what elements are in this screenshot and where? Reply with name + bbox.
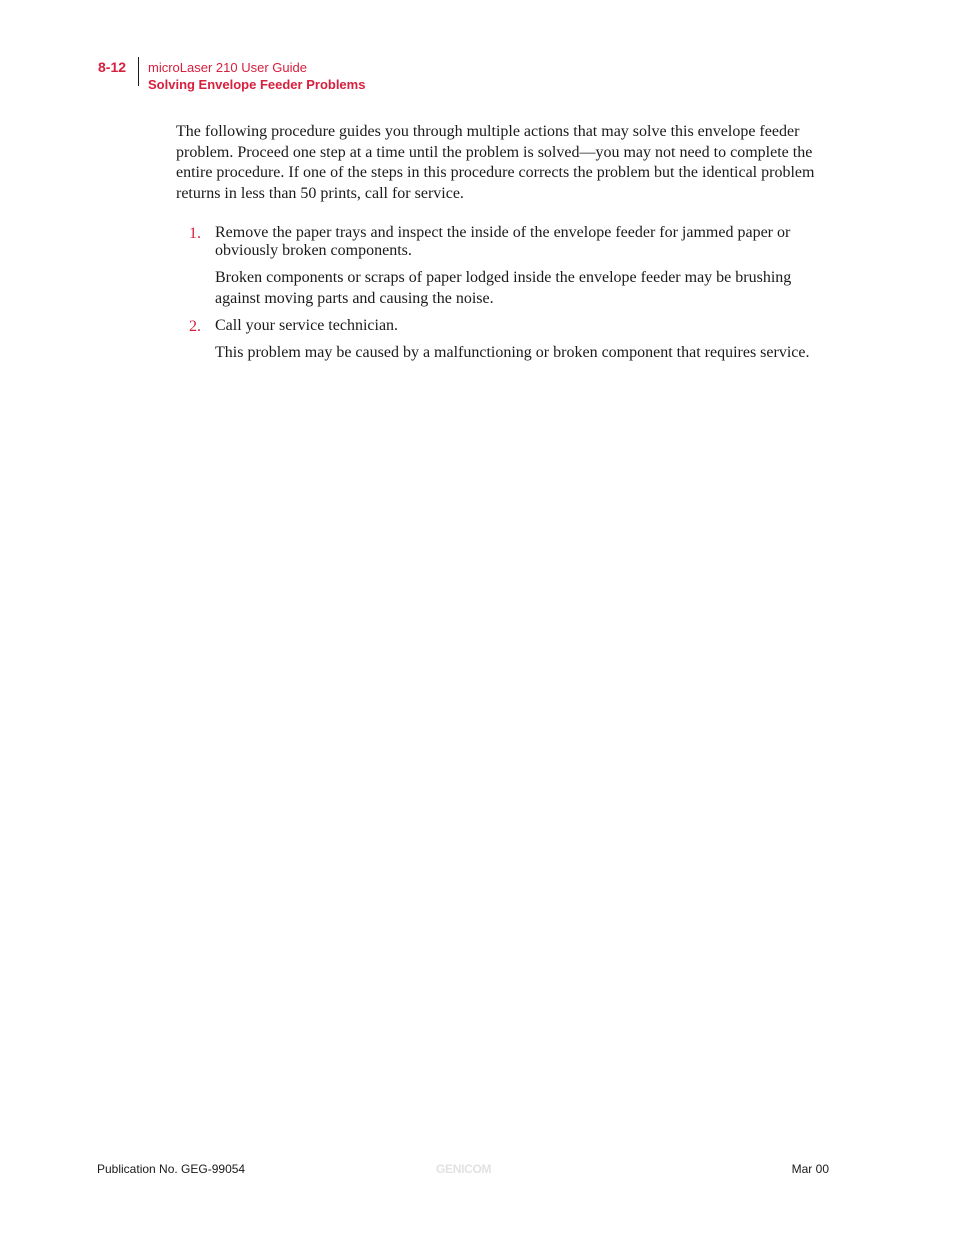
- guide-title: microLaser 210 User Guide: [148, 60, 307, 75]
- page-footer: [97, 1162, 829, 1180]
- step-text: Remove the paper trays and inspect the inside of the envelope feeder for jammed paper or obviously broken components.: [215, 224, 791, 259]
- page-number: 8-12: [98, 59, 127, 75]
- step-note: This problem may be caused by a malfunctioning or broken component that requires service.: [215, 344, 810, 361]
- step-item: [176, 224, 836, 309]
- publication-date: Mar 00: [791, 1162, 829, 1176]
- step-number: 2.: [189, 318, 201, 335]
- header-divider: [138, 57, 139, 86]
- header-titles: [148, 59, 365, 93]
- section-title: Solving Envelope Feeder Problems: [148, 77, 366, 92]
- step-note: Broken components or scraps of paper lodged inside the envelope feeder may be brushing against moving parts and causing the noise.: [215, 269, 792, 307]
- step-item: [176, 317, 836, 363]
- document-body: [176, 122, 836, 371]
- step-text: Call your service technician.: [215, 317, 399, 334]
- step-number: 1.: [189, 225, 201, 242]
- procedure-steps: [176, 224, 836, 363]
- brand-watermark: GENICOM: [436, 1162, 492, 1176]
- publication-number: Publication No. GEG-99054: [97, 1162, 246, 1176]
- intro-paragraph: The following procedure guides you through multiple actions that may solve this envelope feeder problem. Proceed one step at a time until the problem is solved—you may not need to complete the entire procedure. If one of the steps in this procedure corrects the problem but the identical problem returns in less than 50 prints, call for service.: [176, 123, 815, 202]
